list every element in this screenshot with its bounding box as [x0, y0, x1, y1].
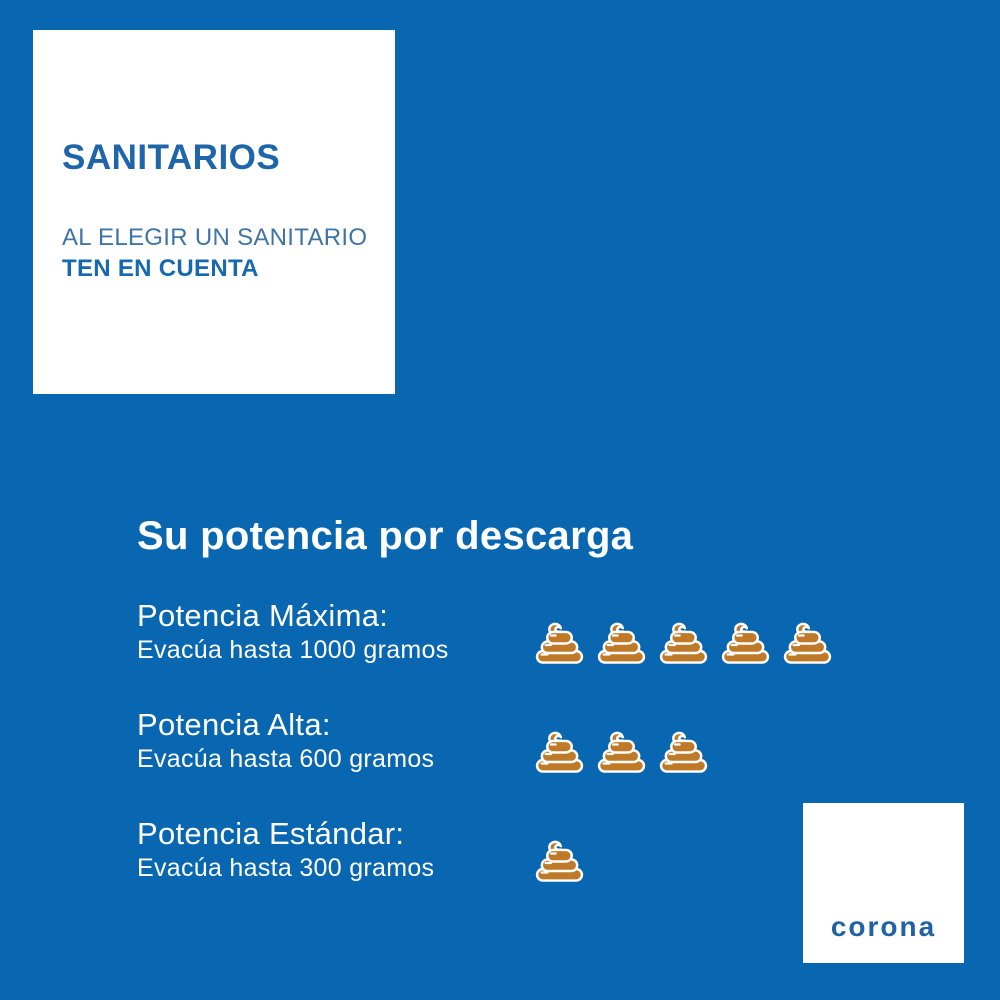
poop-icon [597, 622, 646, 665]
poop-icon-group [535, 622, 832, 665]
row-subtitle: Evacúa hasta 1000 gramos [137, 636, 449, 664]
row-subtitle: Evacúa hasta 600 gramos [137, 745, 435, 773]
row-text [137, 597, 535, 666]
potencia-section [137, 514, 897, 924]
potencia-row-alta [137, 706, 897, 775]
poop-icon [783, 622, 832, 665]
intro-card [33, 30, 395, 394]
poop-icon [535, 731, 584, 774]
corona-logo-text: corona [830, 911, 937, 942]
poop-icon [535, 622, 584, 665]
potencia-row-estandar [137, 815, 897, 884]
poop-icon [597, 731, 646, 774]
section-heading: Su potencia por descarga [137, 514, 634, 558]
row-text [137, 815, 535, 884]
potencia-row-maxima [137, 597, 897, 666]
poop-icon [659, 622, 708, 665]
row-title: Potencia Alta: [137, 707, 331, 742]
poop-icon [721, 622, 770, 665]
poop-icon-group [535, 840, 584, 883]
card-title: SANITARIOS [62, 138, 281, 177]
row-title: Potencia Máxima: [137, 598, 389, 633]
card-subtitle-line2: TEN EN CUENTA [62, 255, 259, 282]
poop-icon-group [535, 731, 708, 774]
poop-icon [535, 840, 584, 883]
row-title: Potencia Estándar: [137, 816, 405, 851]
row-subtitle: Evacúa hasta 300 gramos [137, 854, 435, 882]
corona-logo-box [803, 803, 964, 963]
row-text [137, 706, 535, 775]
card-subtitle-line1: AL ELEGIR UN SANITARIO [62, 224, 368, 251]
poop-icon [659, 731, 708, 774]
card-subtitle [62, 222, 367, 284]
